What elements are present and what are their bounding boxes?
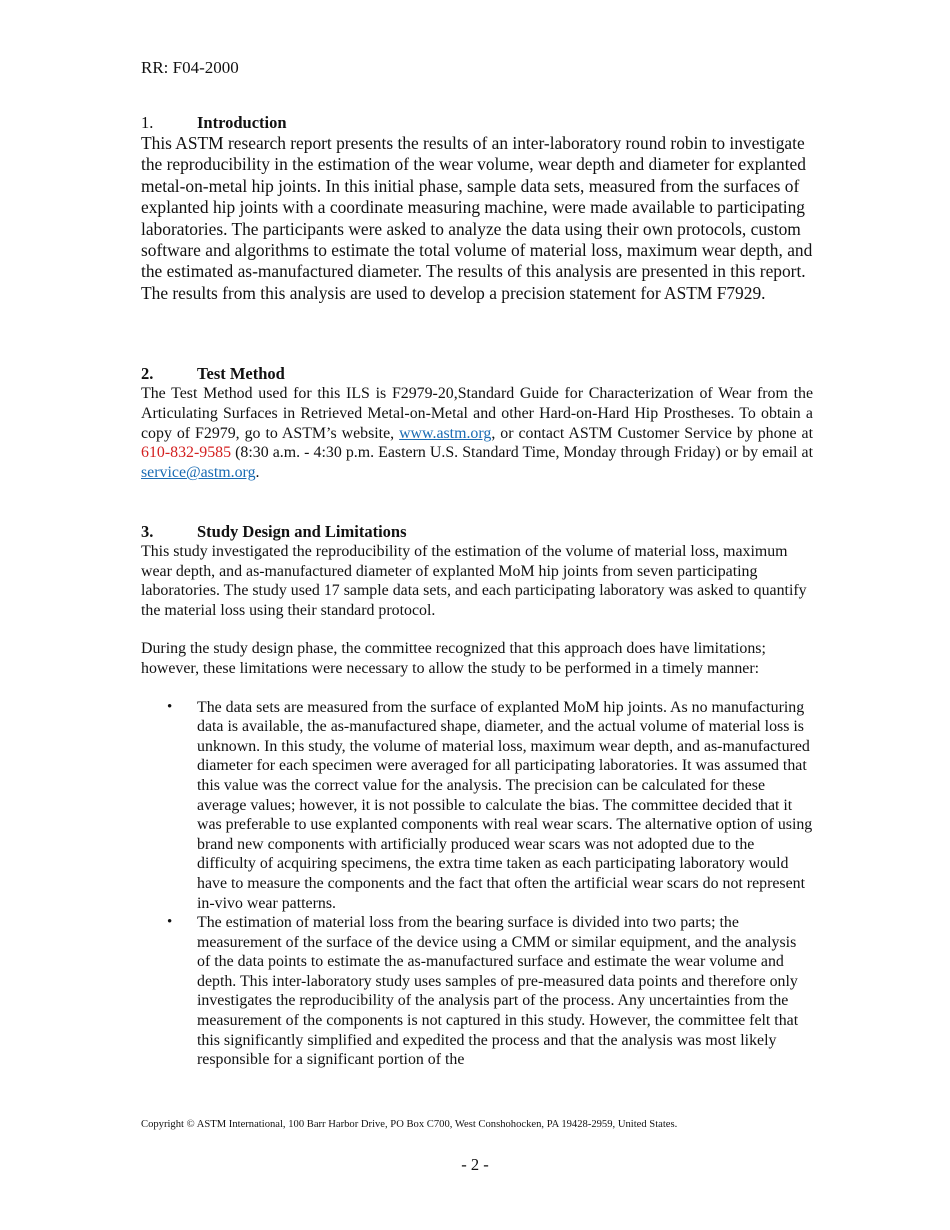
list-item: [141, 698, 813, 914]
limitations-list: [141, 698, 813, 1070]
copyright-footer: Copyright © ASTM International, 100 Barr Harbor Drive, PO Box C700, West Conshohocken, PA 19428-2959, United States.: [141, 1119, 678, 1130]
page-number: - 2 -: [461, 1155, 489, 1174]
test-method-text-2: , or contact ASTM Customer Service by phone at: [491, 424, 813, 442]
list-item: [141, 913, 813, 1070]
section-title: Study Design and Limitations: [197, 522, 407, 541]
list-item-text: The estimation of material loss from the bearing surface is divided into two parts; the measurement of the surface of the device using a CMM or similar equipment, and the analysis of the data points to estimate the as-manufactured surface and estimate the wear volume and depth. This inter-laboratory study uses samples of pre-measured data points and therefore only investigates the reproducibility of the analysis part of the process. Any uncertainties from the measurement of the components is not captured in this study. However, the committee felt that this significantly simplified and expedited the process and that the analysis was most likely responsible for a significant portion of the: [197, 914, 799, 1069]
section-heading: [141, 113, 813, 133]
section-number: 1.: [141, 113, 154, 132]
test-method-text-1: The Test Method used for this ILS is F2979-20,Standard Guide for Characterization of Wear from the Articulating Surfaces in Retrieved Metal-on-Metal and other Hard-on-Hard Hip Prostheses. To obtain a copy of F2979, go to ASTM’s website,: [141, 385, 813, 442]
intro-paragraph: This ASTM research report presents the results of an inter-laboratory round robin to investigate the reproducibility in the estimation of the wear volume, wear depth and diameter for explanted metal-on-metal hip joints. In this initial phase, sample data sets, measured from the surfaces of explanted hip joints with a coordinate measuring machine, were made available to participating laboratories. The participants were asked to analyze the data using their own protocols, custom software and algorithms to estimate the total volume of material loss, maximum wear depth, and the estimated as-manufactured diameter. The results of this analysis are presented in this report. The results from this analysis are used to develop a precision statement for ASTM F7929.: [141, 133, 813, 303]
list-item-text: The data sets are measured from the surface of explanted MoM hip joints. As no manufacturing data is available, the as-manufactured shape, diameter, and the actual volume of material loss is unknown. In this study, the volume of material loss, maximum wear depth, and as-manufactured diameter for each specimen were averaged for all participating laboratories. It was assumed that this value was the correct value for the analysis. The precision can be calculated for these average values; however, it is not possible to calculate the bias. The committee decided that it was preferable to use explanted components with real wear scars. The alternative option of using brand new components with artificially produced wear scars was not adopted due to the difficulty of acquiring specimens, the extra time taken as each participating laboratory would have to measure the components and the fact that often the artificial wear scars do not represent in-vivo wear patterns.: [197, 698, 813, 912]
study-design-paragraph-1: This study investigated the reproducibility of the estimation of the volume of material loss, maximum wear depth, and as-manufactured diameter of explanted MoM hip joints from seven participating laboratories. The study used 17 sample data sets, and each participating laboratory was asked to quantify the material loss using their standard protocol.: [141, 543, 807, 619]
section-heading: [141, 522, 813, 542]
astm-website-link[interactable]: www.astm.org: [399, 424, 492, 442]
study-design-paragraph-2: During the study design phase, the committee recognized that this approach does have limitations; however, these limitations were necessary to allow the study to be performed in a timely manner:: [141, 640, 766, 677]
section-introduction: [141, 113, 813, 304]
report-id-header: RR: F04-2000: [141, 58, 239, 77]
section-number: 2.: [141, 364, 154, 383]
section-number: 3.: [141, 522, 154, 541]
section-heading: [141, 364, 813, 384]
bullet-icon: •: [167, 698, 173, 715]
customer-service-phone[interactable]: 610-832-9585: [141, 444, 232, 462]
test-method-text-3: (8:30 a.m. - 4:30 p.m. Eastern U.S. Standard Time, Monday through Friday) or by email at: [231, 444, 813, 462]
service-email-link[interactable]: service@astm.org: [141, 464, 256, 482]
test-method-text-4: .: [255, 464, 260, 482]
section-test-method: [141, 364, 813, 483]
test-method-paragraph: [141, 384, 813, 483]
bullet-icon: •: [167, 914, 173, 931]
section-study-design: [141, 522, 813, 1070]
section-title: Introduction: [197, 113, 287, 132]
section-title: Test Method: [197, 364, 285, 383]
